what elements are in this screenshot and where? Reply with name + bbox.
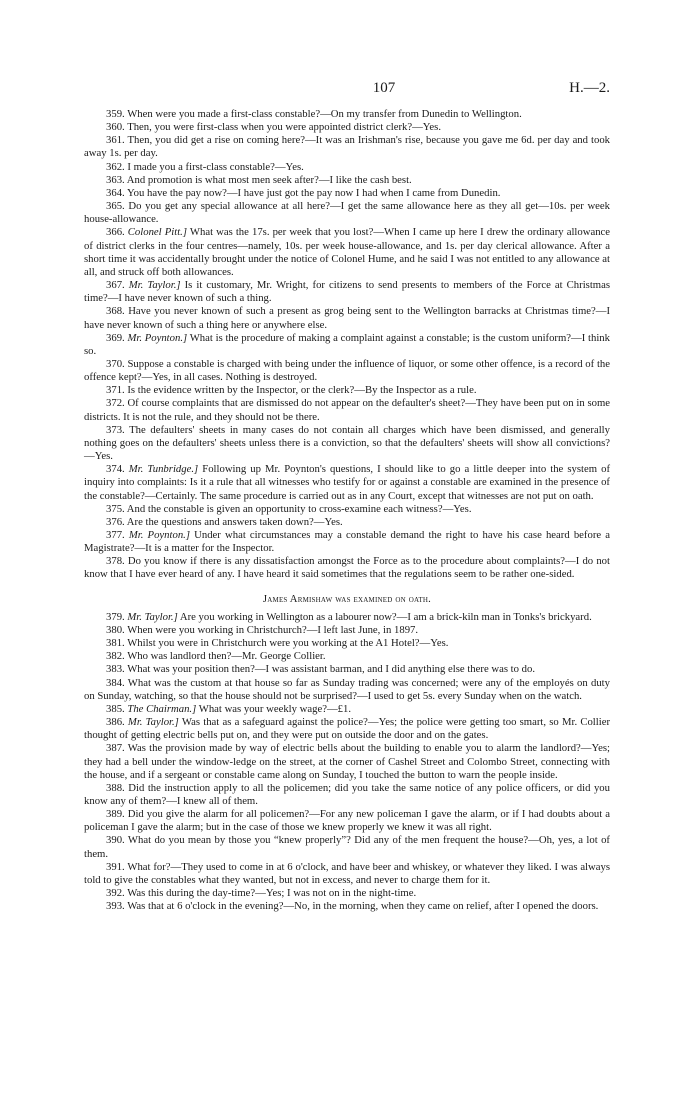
question-paragraph (84, 861, 610, 887)
question-number: 382. (106, 650, 125, 663)
question-number: 360. (106, 121, 125, 134)
question-number: 373. (106, 423, 125, 436)
question-text: Under what circumstances may a constable demand the right to have his case heard before a Magistrate?—It is a matter for the Inspector. (84, 529, 611, 555)
question-number: 359. (106, 108, 125, 120)
question-paragraph (84, 397, 610, 423)
question-paragraph (84, 305, 610, 331)
question-number: 365. (106, 200, 125, 213)
question-number: 381. (106, 637, 125, 650)
question-text: Is it customary, Mr. Wright, for citizens to send presents to members of the Force at Christmas time?—I have never known of such a thing. (84, 279, 611, 305)
question-text: The defaulters' sheets in many cases do not contain all charges which have been dismissed, and generally nothing goes on the defaulters' sheets unless there is a conviction, so that the defaulters' sheets will show all convictions?—Yes. (84, 423, 610, 463)
question-number: 364. (106, 186, 125, 199)
question-paragraph (84, 650, 610, 663)
question-number: 392. (106, 887, 125, 900)
speaker-label: Mr. Poynton.] (128, 529, 190, 541)
question-text: Then, you did get a rise on coming here?—It was an Irishman's rise, because you gave me 6d. per day and took away 1s. per day. (84, 134, 610, 160)
question-paragraph (84, 624, 610, 637)
witness-name: James Armishaw (262, 592, 333, 605)
question-text: What was your position then?—I was assistant barman, and I did anything else there was to do. (127, 663, 535, 676)
question-text: Suppose a constable is charged with being under the influence of liquor, or some other offence, is a record of the offence kept?—Yes, in all cases. Nothing is destroyed. (84, 357, 611, 384)
question-number: 386. (106, 716, 125, 729)
question-text: Was that at 6 o'clock in the evening?—No, in the morning, when they came on relief, after I opened the doors. (127, 900, 599, 913)
question-text: What was the 17s. per week that you lost?—When I came up here I drew the ordinary allowance of district clerks in the four centres—namely, 10s. per week house-allowance, and 1s. per day clerical allowance. After a short time it was accidentally brought under the notice of Colonel Hume, and he said I was not entitled to any allowance at all, and struck off both allowances. (84, 226, 611, 278)
witness-heading (84, 593, 610, 606)
speaker-label: Colonel Pitt.] (127, 226, 187, 239)
question-number: 378. (106, 555, 125, 568)
question-paragraph (84, 384, 610, 397)
question-text: Did the instruction apply to all the policemen; did you take the same notice of any police officers, or did you know any of them?—I knew all of them. (84, 781, 610, 807)
testimony-section-1 (84, 108, 610, 582)
question-paragraph (84, 900, 610, 913)
question-paragraph (84, 887, 610, 900)
question-number: 369. (106, 331, 125, 344)
question-text: When were you working in Christchurch?—I left last June, in 1897. (127, 623, 419, 636)
question-text: Was that as a safeguard against the police?—Yes; the police were getting too smart, so Mr. Collier thought of getting electric bells put on, and they were put on outside the door and on the gates. (84, 716, 611, 742)
question-text: And the constable is given an opportunity to cross-examine each witness?—Yes. (126, 502, 472, 515)
question-number: 389. (106, 808, 125, 821)
question-paragraph (84, 677, 610, 703)
question-paragraph (84, 782, 610, 808)
question-text: Then, you were first-class when you were appointed district clerk?—Yes. (127, 121, 441, 134)
question-number: 385. (106, 702, 125, 715)
question-number: 362. (106, 160, 125, 173)
question-text: And promotion is what most men seek after?—I like the cash best. (126, 173, 412, 186)
question-paragraph (84, 716, 610, 742)
question-paragraph (84, 200, 610, 226)
question-number: 366. (106, 226, 125, 239)
question-paragraph (84, 529, 610, 555)
question-text: What was the custom at that house so far as Sunday trading was concerned; were any of the employés on duty on Sunday, watching, so that the house should not be surprised?—I used to get 5s. every Sunday when on the watch. (84, 676, 610, 702)
question-paragraph (84, 503, 610, 516)
question-text: Whilst you were in Christchurch were you working at the A1 Hotel?—Yes. (127, 637, 449, 650)
question-number: 371. (106, 384, 125, 397)
question-text: Do you know if there is any dissatisfaction amongst the Force as to the procedure about complaints?—I do not know that I have ever heard of any. I have heard it said sometimes that the regulations seem to be rather one-sided. (84, 555, 610, 581)
question-paragraph (84, 358, 610, 384)
question-paragraph (84, 226, 610, 279)
question-number: 387. (106, 742, 125, 755)
question-number: 361. (106, 134, 125, 147)
question-number: 393. (106, 900, 125, 913)
question-number: 388. (106, 781, 125, 794)
question-paragraph (84, 611, 610, 624)
question-number: 379. (106, 610, 125, 623)
document-reference: H.—2. (569, 80, 610, 96)
question-text: Are you working in Wellington as a labourer now?—I am a brick-kiln man in Tonks's brickyard. (179, 610, 592, 623)
question-number: 380. (106, 623, 125, 636)
question-text: What is the procedure of making a complaint against a constable; is the custom uniform?—I think so. (84, 331, 610, 357)
speaker-label: Mr. Taylor.] (128, 279, 181, 292)
question-number: 368. (106, 305, 125, 318)
question-paragraph (84, 121, 610, 134)
question-paragraph (84, 174, 610, 187)
question-text: Have you never known of such a present as grog being sent to the Wellington barracks at Christmas time?—I have never known of such a thing here or anywhere else. (84, 305, 610, 331)
speaker-label: The Chairman.] (127, 702, 197, 715)
question-paragraph (84, 161, 610, 174)
question-number: 384. (106, 676, 125, 689)
question-number: 370. (106, 357, 125, 370)
question-number: 375. (106, 502, 125, 515)
speaker-label: Mr. Taylor.] (127, 716, 179, 729)
question-text: Following up Mr. Poynton's questions, I should like to go a little deeper into the system of inquiry into complaints: Is it a rule that all witnesses who testify for or against a constable are examined in the presence of the constable?—Certainly. The same procedure is carried out as in any Court, except that witnesses are not put on oath. (84, 463, 611, 502)
question-number: 390. (106, 834, 125, 847)
question-text: Is the evidence written by the Inspector, or the clerk?—By the Inspector as a rule. (127, 384, 477, 397)
question-paragraph (84, 134, 610, 160)
question-number: 372. (106, 397, 125, 410)
page-header (84, 80, 610, 102)
speaker-label: Mr. Taylor.] (127, 610, 178, 623)
question-paragraph (84, 279, 610, 305)
witness-heading-rest: was examined on oath. (335, 592, 432, 605)
question-text: You have the pay now?—I have just got the pay now I had when I came from Dunedin. (126, 186, 501, 199)
question-number: 363. (106, 173, 125, 186)
question-text: Was the provision made by way of electric bells about the building to enable you to alarm the landlord?—Yes; they had a bell under the window-ledge on the street, at the corner of Cashel Street and Colombo Street, connecting with the house, and if a sergeant or constable came along on Sunday, I touched the button to warn the people inside. (84, 742, 610, 781)
question-paragraph (84, 703, 610, 716)
question-paragraph (84, 424, 610, 463)
question-text: Of course complaints that are dismissed do not appear on the defaulter's sheet?—They have been put on in some districts. It is not the rule, and they should not be there. (84, 397, 611, 423)
question-text: When were you made a first-class constable?—On my transfer from Dunedin to Wellington. (127, 108, 522, 120)
question-paragraph (84, 637, 610, 650)
question-text: Who was landlord then?—Mr. George Collier. (127, 650, 326, 663)
question-paragraph (84, 516, 610, 529)
question-number: 376. (106, 515, 125, 528)
question-paragraph (84, 108, 610, 121)
question-text: I made you a first-class constable?—Yes. (127, 160, 304, 173)
question-text: Did you give the alarm for all policemen?—For any new policeman I gave the alarm, or if I had doubts about a policeman I gave the alarm; but in the case of those we knew properly we knew it was all right. (84, 808, 610, 834)
speaker-label: Mr. Tunbridge.] (128, 463, 199, 476)
question-paragraph (84, 555, 610, 581)
question-number: 377. (106, 529, 125, 541)
question-paragraph (84, 834, 610, 860)
question-number: 391. (106, 860, 125, 873)
question-number: 374. (106, 463, 125, 476)
question-text: Are the questions and answers taken down?—Yes. (126, 515, 343, 528)
question-text: What was your weekly wage?—£1. (198, 702, 351, 715)
question-paragraph (84, 742, 610, 781)
speaker-label: Mr. Poynton.] (127, 331, 188, 344)
question-paragraph (84, 808, 610, 834)
testimony-body (84, 108, 610, 913)
question-number: 383. (106, 663, 125, 676)
question-paragraph (84, 187, 610, 200)
question-paragraph (84, 332, 610, 358)
question-text: Do you get any special allowance at all here?—I get the same allowance here as they all get—10s. per week house-allowance. (84, 200, 610, 226)
question-number: 367. (106, 279, 125, 292)
page-number: 107 (372, 80, 396, 96)
question-text: Was this during the day-time?—Yes; I was not on in the night-time. (127, 887, 417, 900)
question-text: What for?—They used to come in at 6 o'clock, and have beer and whiskey, or whatever they liked. I was always told to give the constables what they wanted, but not in excess, and never to charge them for it. (84, 860, 610, 886)
question-paragraph (84, 463, 610, 502)
question-text: What do you mean by those you “knew properly”? Did any of the men frequent the house?—Oh, yes, a lot of them. (84, 834, 610, 860)
question-paragraph (84, 663, 610, 676)
testimony-section-2 (84, 611, 610, 914)
